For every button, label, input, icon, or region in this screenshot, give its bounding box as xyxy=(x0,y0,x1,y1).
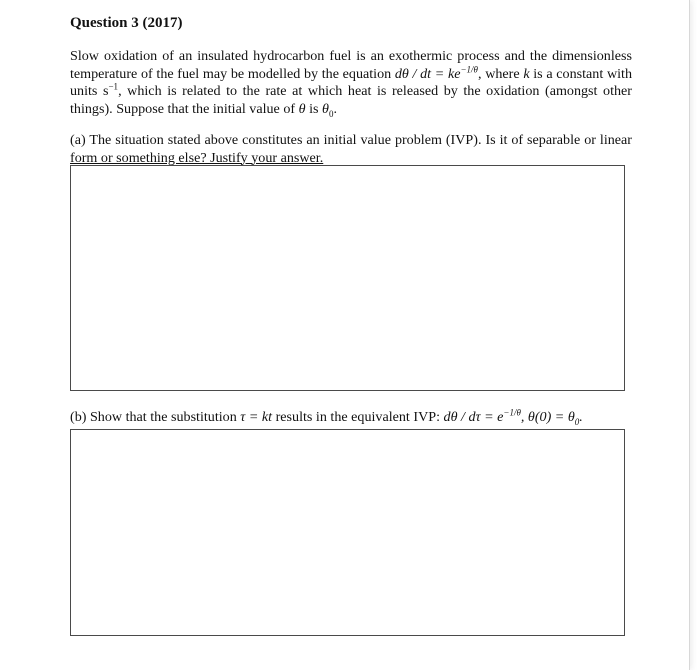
intro-line-1: Slow oxidation of an insulated hydrocarbon fuel is an exothermic process and the dimensionless xyxy=(70,48,632,64)
part-a-answer-box[interactable] xyxy=(70,165,625,391)
ivp-equation: $d\theta / d\tau = e^{-1/\theta}$, $\theta(0) = \theta_0$. xyxy=(443,407,583,427)
intro-line-3: units $s^{-1}$, which is related to the rate at which heat is released by the oxidation (amongst other xyxy=(70,81,632,99)
intro-line-4: things). Suppose that the initial value of θ is $\theta_0$. xyxy=(70,100,337,119)
question-title: Question 3 (2017) xyxy=(70,15,183,31)
question-intro xyxy=(70,48,632,118)
part-a-question xyxy=(70,132,632,167)
part-a-line-1: (a) The situation stated above constitutes an initial value problem (IVP). Is it of separable or linear xyxy=(70,132,632,148)
intro-line-2: temperature of the fuel may be modelled by the equation dθ / dt = $ke^{-1/\theta}$, where k is a constant with xyxy=(70,63,632,82)
part-b-answer-box[interactable] xyxy=(70,429,625,636)
part-b-question: (b) Show that the substitution τ = kt results in the equivalent IVP: $d\theta / d\tau = e^{-1/\theta}$, $\theta(0) = \theta_0$. xyxy=(70,407,583,427)
part-a-line-2: form or something else? Justify your answer. xyxy=(70,149,324,166)
rate-equation: dθ / dt = $ke^{-1/\theta}$ xyxy=(394,63,478,82)
substitution-equation: τ = kt xyxy=(240,409,273,425)
